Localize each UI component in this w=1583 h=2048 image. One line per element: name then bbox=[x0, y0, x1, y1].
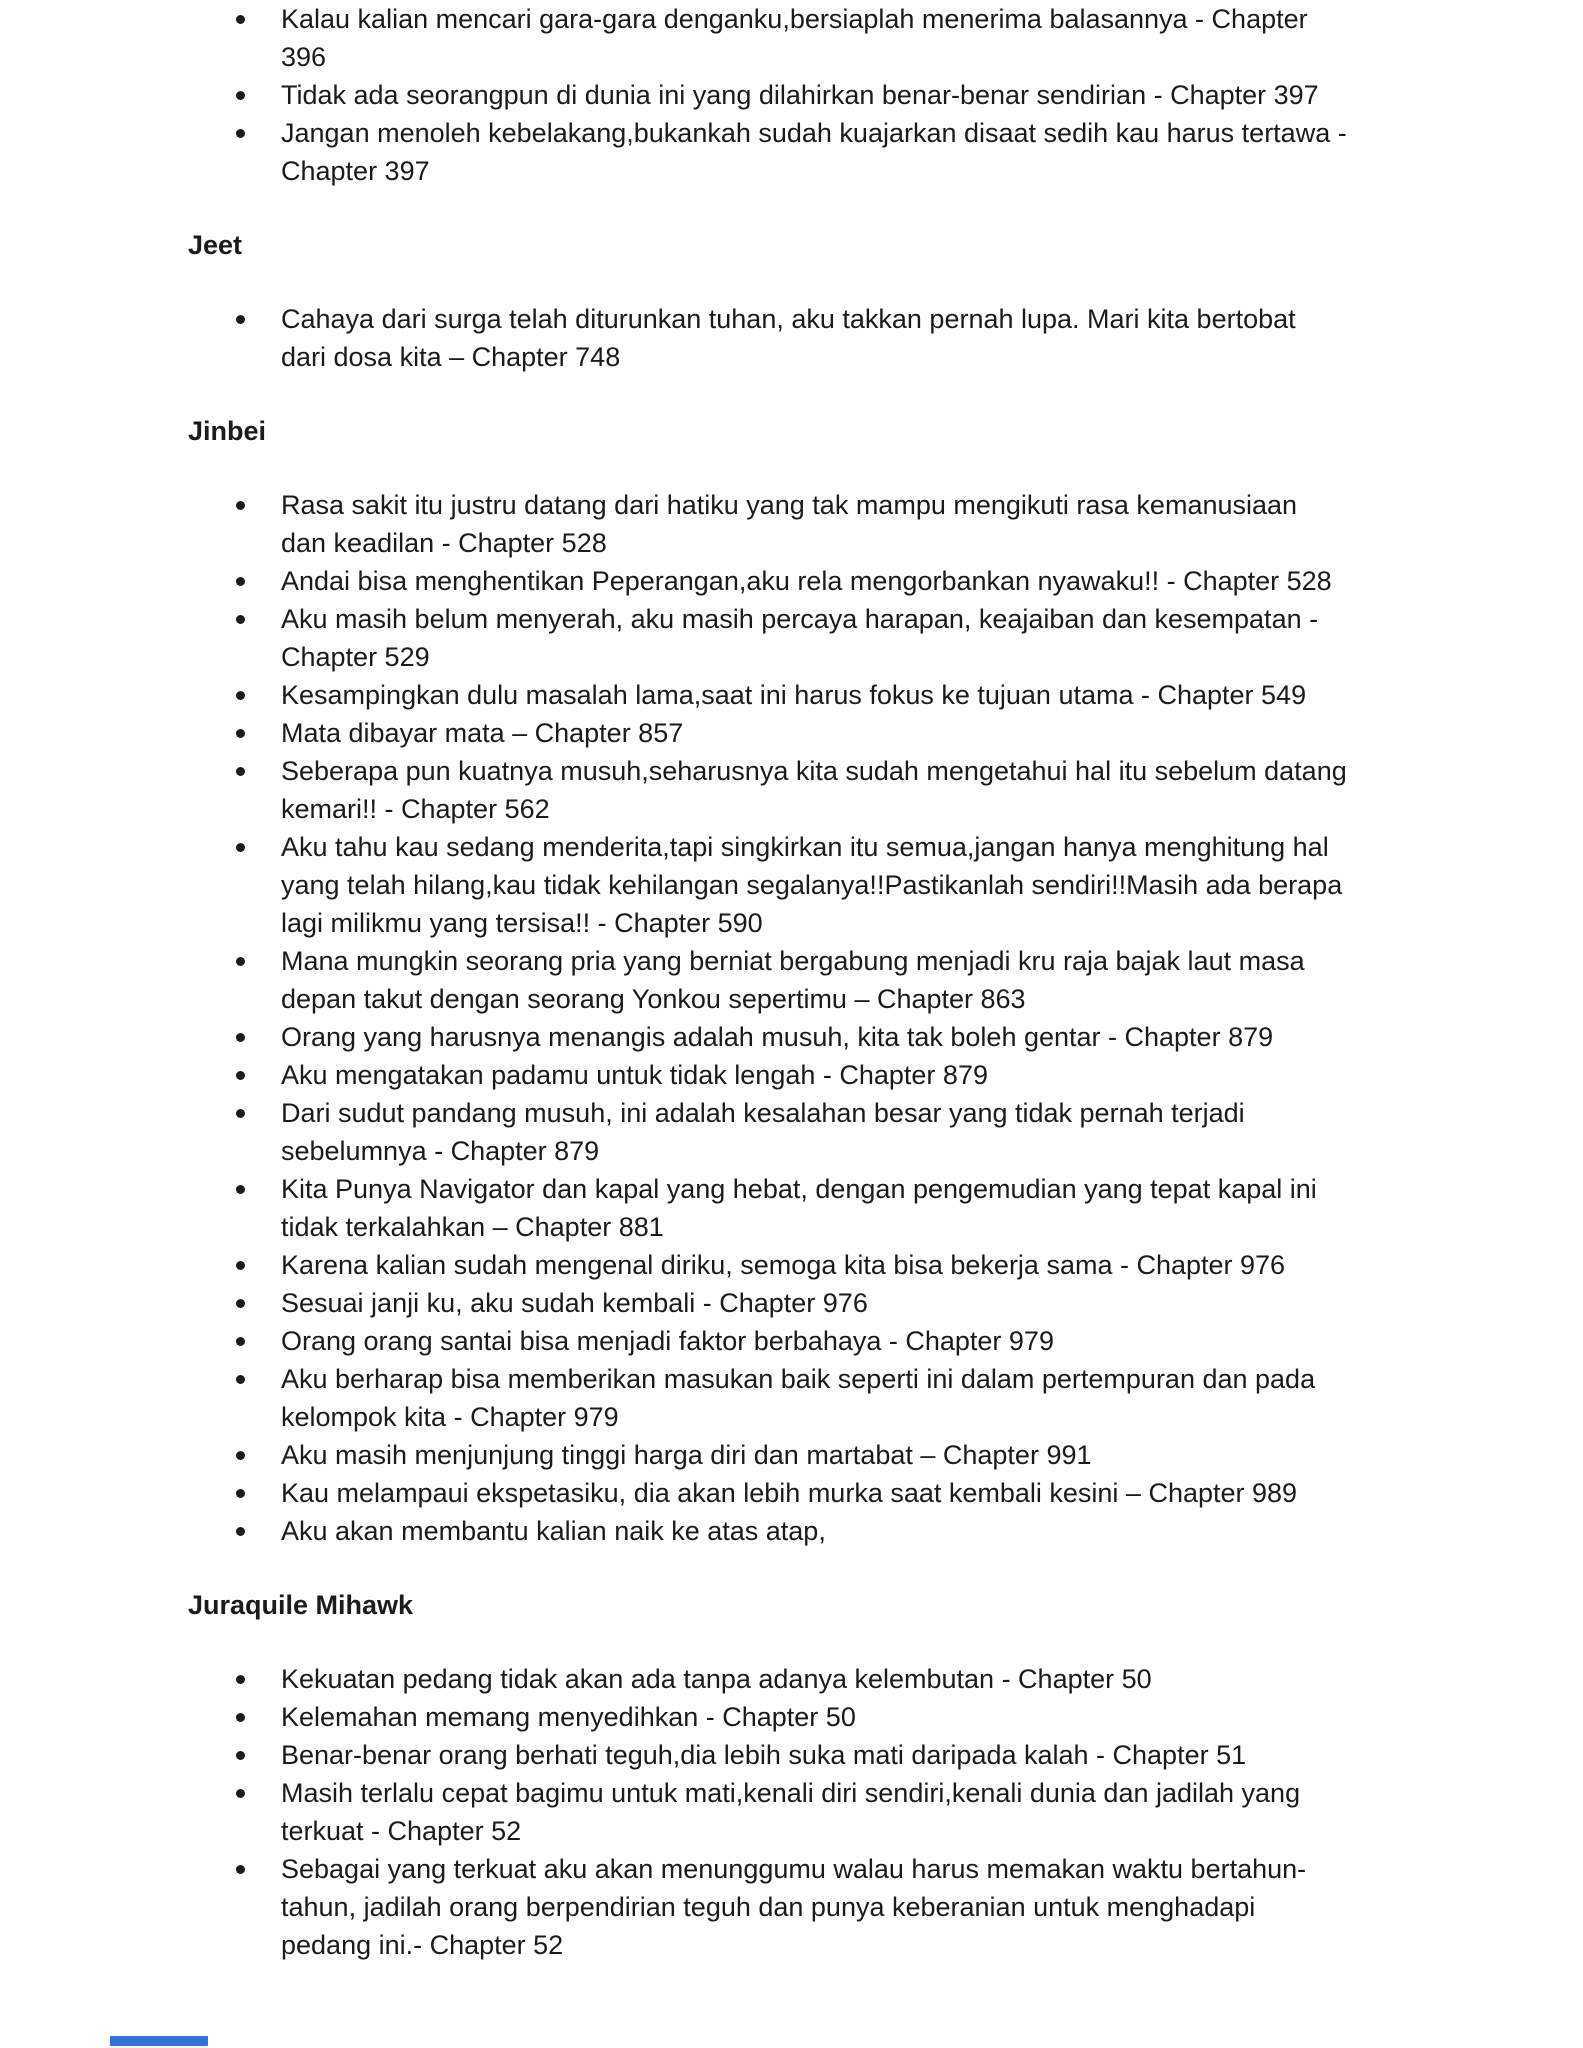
quote-list bbox=[281, 1660, 1347, 1964]
quote-item: Aku tahu kau sedang menderita,tapi singkirkan itu semua,jangan hanya menghitung hal yang telah hilang,kau tidak kehilangan segalanya!!Pastikanlah sendiri!!Masih ada berapa lagi milikmu yang tersisa!! - Chapter 590 bbox=[281, 828, 1347, 942]
quote-item: Orang orang santai bisa menjadi faktor berbahaya - Chapter 979 bbox=[281, 1322, 1347, 1360]
quote-item: Benar-benar orang berhati teguh,dia lebih suka mati daripada kalah - Chapter 51 bbox=[281, 1736, 1347, 1774]
quote-item: Kalau kalian mencari gara-gara denganku,bersiaplah menerima balasannya - Chapter 396 bbox=[281, 0, 1347, 76]
quote-item: Tidak ada seorangpun di dunia ini yang dilahirkan benar-benar sendirian - Chapter 397 bbox=[281, 76, 1347, 114]
quote-list bbox=[281, 300, 1347, 376]
quote-item: Kekuatan pedang tidak akan ada tanpa adanya kelembutan - Chapter 50 bbox=[281, 1660, 1347, 1698]
section-heading: Jinbei bbox=[188, 416, 267, 446]
quote-item: Sesuai janji ku, aku sudah kembali - Chapter 976 bbox=[281, 1284, 1347, 1322]
quote-item: Aku masih belum menyerah, aku masih percaya harapan, keajaiban dan kesempatan - Chapter 529 bbox=[281, 600, 1347, 676]
loading-indicator-bar bbox=[110, 2036, 208, 2046]
quote-item: Aku masih menjunjung tinggi harga diri dan martabat – Chapter 991 bbox=[281, 1436, 1347, 1474]
quote-item: Andai bisa menghentikan Peperangan,aku rela mengorbankan nyawaku!! - Chapter 528 bbox=[281, 562, 1347, 600]
quote-item: Kesampingkan dulu masalah lama,saat ini harus fokus ke tujuan utama - Chapter 549 bbox=[281, 676, 1347, 714]
quote-item: Seberapa pun kuatnya musuh,seharusnya kita sudah mengetahui hal itu sebelum datang kemari!! - Chapter 562 bbox=[281, 752, 1347, 828]
quote-item: Dari sudut pandang musuh, ini adalah kesalahan besar yang tidak pernah terjadi sebelumnya - Chapter 879 bbox=[281, 1094, 1347, 1170]
quote-item: Kelemahan memang menyedihkan - Chapter 50 bbox=[281, 1698, 1347, 1736]
quote-item: Sebagai yang terkuat aku akan menunggumu walau harus memakan waktu bertahun-tahun, jadilah orang berpendirian teguh dan punya keberanian untuk menghadapi pedang ini.- Chapter 52 bbox=[281, 1850, 1347, 1964]
quote-item: Karena kalian sudah mengenal diriku, semoga kita bisa bekerja sama - Chapter 976 bbox=[281, 1246, 1347, 1284]
quote-item: Masih terlalu cepat bagimu untuk mati,kenali diri sendiri,kenali dunia dan jadilah yang terkuat - Chapter 52 bbox=[281, 1774, 1347, 1850]
quote-item: Aku berharap bisa memberikan masukan baik seperti ini dalam pertempuran dan pada kelompok kita - Chapter 979 bbox=[281, 1360, 1347, 1436]
quote-item: Orang yang harusnya menangis adalah musuh, kita tak boleh gentar - Chapter 879 bbox=[281, 1018, 1347, 1056]
quote-item: Jangan menoleh kebelakang,bukankah sudah kuajarkan disaat sedih kau harus tertawa - Chapter 397 bbox=[281, 114, 1347, 190]
quote-item: Kita Punya Navigator dan kapal yang hebat, dengan pengemudian yang tepat kapal ini tidak terkalahkan – Chapter 881 bbox=[281, 1170, 1347, 1246]
quote-list bbox=[281, 0, 1347, 190]
section-heading: Juraquile Mihawk bbox=[188, 1590, 414, 1620]
quote-item: Mana mungkin seorang pria yang berniat bergabung menjadi kru raja bajak laut masa depan takut dengan seorang Yonkou sepertimu – Chapter 863 bbox=[281, 942, 1347, 1018]
section-heading: Jeet bbox=[188, 230, 243, 260]
quote-item: Aku akan membantu kalian naik ke atas atap, bbox=[281, 1512, 1347, 1550]
quote-list bbox=[281, 486, 1347, 1550]
quote-item: Cahaya dari surga telah diturunkan tuhan, aku takkan pernah lupa. Mari kita bertobat dari dosa kita – Chapter 748 bbox=[281, 300, 1347, 376]
quote-item: Mata dibayar mata – Chapter 857 bbox=[281, 714, 1347, 752]
quote-item: Rasa sakit itu justru datang dari hatiku yang tak mampu mengikuti rasa kemanusiaan dan keadilan - Chapter 528 bbox=[281, 486, 1347, 562]
quote-item: Kau melampaui ekspetasiku, dia akan lebih murka saat kembali kesini – Chapter 989 bbox=[281, 1474, 1347, 1512]
quote-item: Aku mengatakan padamu untuk tidak lengah - Chapter 879 bbox=[281, 1056, 1347, 1094]
